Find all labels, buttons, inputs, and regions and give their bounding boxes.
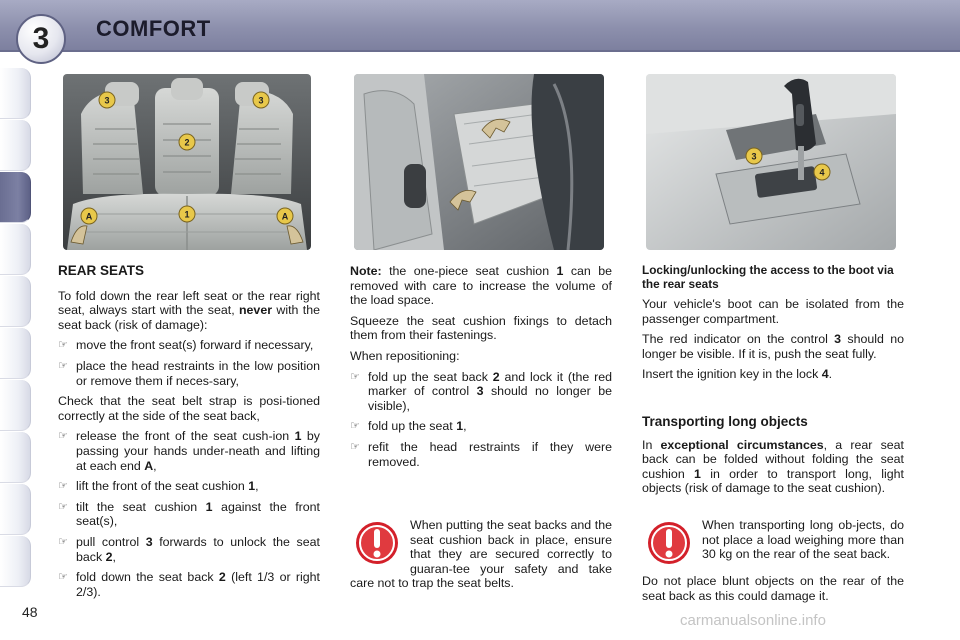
- list-item: ☞ move the front seat(s) forward if necessary,: [58, 338, 314, 353]
- chapter-tab[interactable]: [0, 276, 31, 327]
- part-label-badge: [179, 206, 195, 222]
- hand-pointer-icon: ☞: [58, 480, 68, 493]
- note-column: [350, 264, 612, 475]
- hand-pointer-icon: ☞: [58, 430, 68, 443]
- chapter-tab-active[interactable]: [0, 172, 31, 223]
- hand-pointer-icon: ☞: [58, 359, 68, 372]
- hand-pointer-icon: ☞: [350, 420, 360, 433]
- hand-pointer-icon: ☞: [58, 339, 68, 352]
- part-label-badge: [746, 148, 762, 164]
- chapter-tab[interactable]: [0, 484, 31, 535]
- list-item: ☞ lift the front of the seat cushion 1,: [58, 479, 259, 494]
- paragraph: When repositioning:: [350, 348, 460, 363]
- section-heading: REAR SEATS: [58, 263, 145, 278]
- list-item: ☞ tilt the seat cushion 1 against the front seat(s),: [58, 499, 320, 529]
- exclamation-warning-icon: [354, 520, 400, 566]
- list-item: ☞ pull control 3 forwards to unlock the seat back 2,: [58, 534, 320, 564]
- warning-box: When putting the seat backs and the seat cushion back in place, ensure that they are secured correctly to guaran-tee your safety and take care not to trap the seat belts.: [350, 518, 612, 591]
- chapter-tab[interactable]: [0, 328, 31, 379]
- hand-pointer-icon: ☞: [350, 440, 360, 453]
- subsection-heading: Locking/unlocking the access to the boot via the rear seats: [642, 263, 894, 291]
- intro-paragraph: To fold down the rear left seat or the rear right seat, always start with the seat, never with the seat back (risk of damage):: [58, 288, 320, 332]
- chapter-tab[interactable]: [0, 380, 31, 431]
- paragraph: Check that the seat belt strap is posi-tioned correctly at the side of the seat back,: [58, 394, 320, 423]
- boot-access-column: [642, 264, 904, 388]
- hand-pointer-icon: ☞: [58, 500, 68, 513]
- note-paragraph: Note: the one-piece seat cushion 1 can be removed with care to increase the volume of the load space.: [350, 264, 612, 308]
- page-number: 48: [22, 604, 38, 620]
- chapter-number-badge: 3: [16, 14, 66, 64]
- hand-pointer-icon: ☞: [58, 571, 68, 584]
- paragraph: The red indicator on the control 3 should no longer be visible. If it is, push the seat fully.: [642, 332, 904, 361]
- svg-text:3: 3: [751, 151, 757, 162]
- chapter-tab[interactable]: [0, 68, 31, 119]
- svg-text:2: 2: [184, 137, 190, 148]
- paragraph: Do not place blunt objects on the rear of the seat back as this could damage it.: [642, 574, 904, 603]
- chapter-tab[interactable]: [0, 536, 31, 587]
- exclamation-warning-icon: [646, 520, 692, 566]
- header-divider: [0, 50, 960, 52]
- folded-seat-photo: [354, 74, 604, 250]
- section-heading: Transporting long objects: [642, 414, 808, 429]
- part-label-badge: [179, 134, 195, 150]
- svg-text:3: 3: [258, 95, 264, 106]
- chapter-title: COMFORT: [96, 16, 211, 41]
- paragraph: Insert the ignition key in the lock 4.: [642, 367, 833, 382]
- list-item: ☞ refit the head restraints if they were removed.: [350, 439, 612, 469]
- svg-text:A: A: [85, 211, 93, 222]
- list-item: ☞ fold down the seat back 2 (left 1/3 or right 2/3).: [58, 570, 320, 599]
- paragraph: In exceptional circumstances, a rear seat back can be folded without folding the seat cushion 1 in order to transport long, light objects (risk of damage to the seat cushion).: [642, 437, 904, 496]
- part-label-badge: [277, 208, 293, 224]
- rear-seats-photo: [63, 74, 311, 250]
- svg-text:3: 3: [104, 95, 110, 106]
- rear-seats-column: [58, 264, 320, 605]
- chapter-tab[interactable]: [0, 432, 31, 483]
- part-label-badge: [253, 92, 269, 108]
- svg-text:4: 4: [819, 167, 825, 178]
- chapter-tab[interactable]: [0, 120, 31, 171]
- svg-text:1: 1: [184, 209, 190, 220]
- hand-pointer-icon: ☞: [350, 370, 360, 383]
- boot-lock-photo: [646, 74, 896, 250]
- list-item: ☞ fold up the seat back 2 and lock it (the red marker of control 3 should no longer be visible),: [350, 369, 613, 413]
- part-label-badge: [99, 92, 115, 108]
- hand-pointer-icon: ☞: [58, 535, 68, 548]
- paragraph: Your vehicle's boot can be isolated from the passenger compartment.: [642, 297, 904, 326]
- list-item: ☞ place the head restraints in the low position or remove them if neces-sary,: [58, 358, 320, 388]
- part-label-badge: [81, 208, 97, 224]
- part-label-badge: [814, 164, 830, 180]
- long-objects-column: [642, 415, 904, 502]
- paragraph: Squeeze the seat cushion fixings to detach them from their fastenings.: [350, 313, 612, 343]
- watermark: carmanualsonline.info: [680, 612, 826, 629]
- list-item: ☞ release the front of the seat cush-ion 1 by passing your hands under-neath and lifting at each end A,: [58, 429, 320, 473]
- warning-box: When transporting long ob-jects, do not place a load weighing more than 30 kg on the rear of the seat back. Do not place blunt objects on the rear of the seat back as this could damage it.: [642, 518, 904, 603]
- list-item: ☞ fold up the seat 1,: [350, 419, 467, 434]
- chapter-tab[interactable]: [0, 224, 31, 275]
- chapter-tabs: [0, 68, 34, 578]
- svg-text:A: A: [281, 211, 289, 222]
